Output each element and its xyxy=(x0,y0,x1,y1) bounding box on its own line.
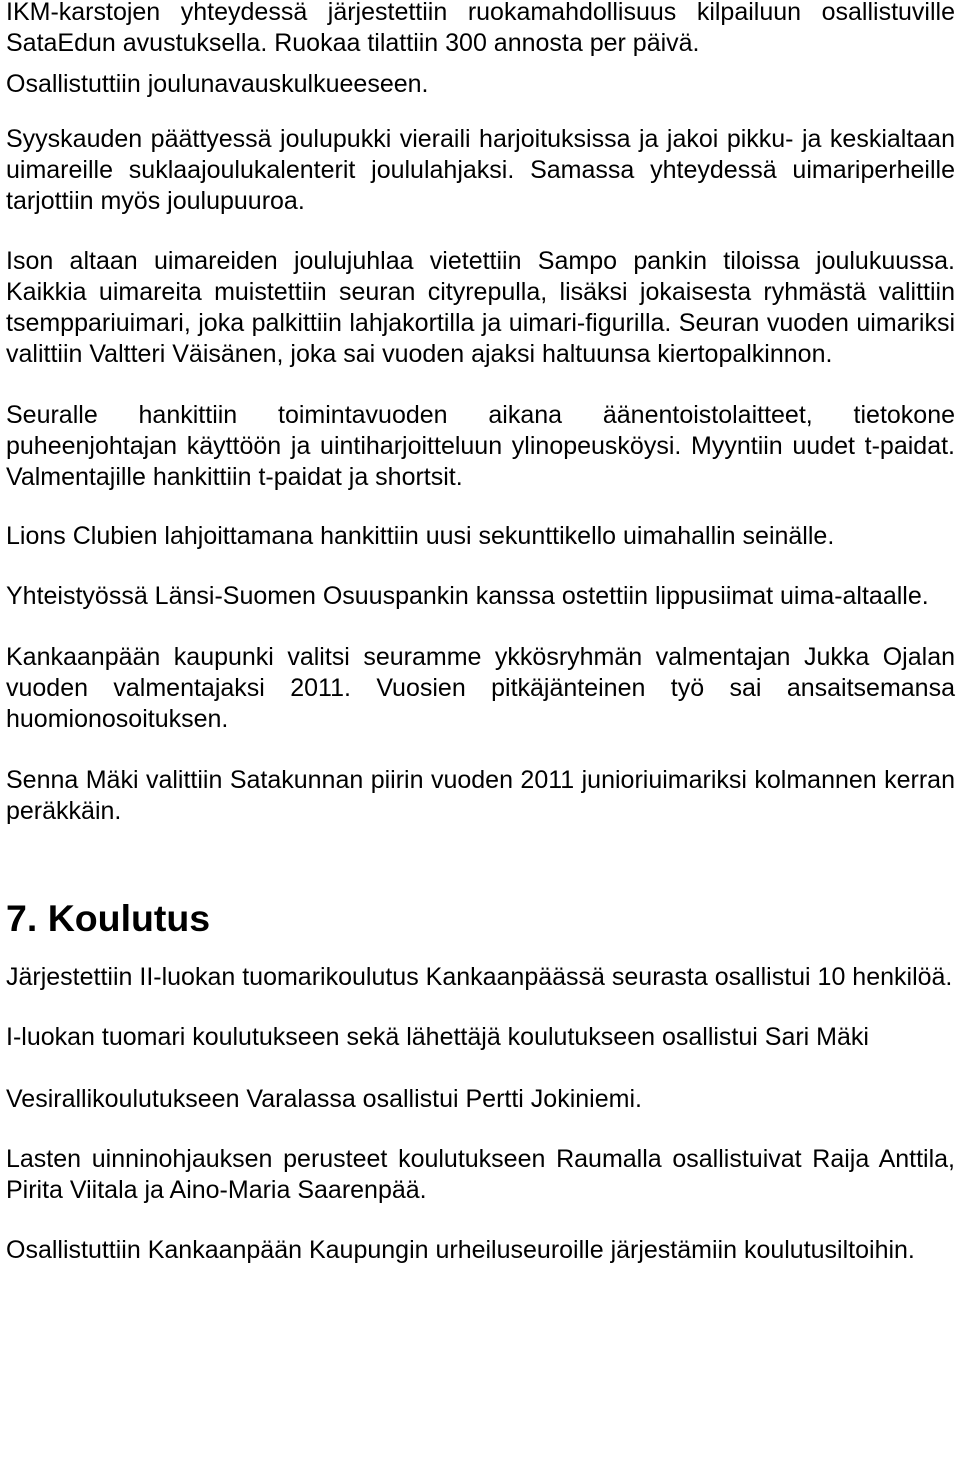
paragraph-equipment: Seuralle hankittiin toimintavuoden aikana äänentoistolaitteet, tietokone puheenjohtajan käyttöön ja uintiharjoitteluun ylinopeusköysi. Myyntiin uudet t-paidat. Valmentajille hankittiin t-paidat ja shortsit. xyxy=(6,401,955,491)
paragraph-referee-training: Järjestettiin II-luokan tuomarikoulutus Kankaanpäässä seurasta osallistui 10 henkilöä. xyxy=(6,963,953,991)
paragraph-water-rally: Vesirallikoulutukseen Varalassa osallistui Pertti Jokiniemi. xyxy=(6,1085,642,1113)
paragraph-santa-visit: Syyskauden päättyessä joulupukki vieraili harjoituksissa ja jakoi pikku- ja keskialtaan uimareille suklaajoulukalenterit joululahjaksi. Samassa yhteydessä uimariperheille tarjottiin myös joulupuuroa. xyxy=(6,125,955,215)
paragraph-junior-swimmer: Senna Mäki valittiin Satakunnan piirin vuoden 2011 junioriuimariksi kolmannen kerran peräkkäin. xyxy=(6,766,955,825)
paragraph-christmas-party: Ison altaan uimareiden joulujuhlaa vietettiin Sampo pankin tiloissa joulukuussa. Kaikkia uimareita muistettiin seuran cityrepulla, lisäksi jokaisesta ryhmästä valittiin tsemppariuimari, joka palkittiin lahjakortilla ja uimari-figurilla. Seuran vuoden uimariksi valittiin Valtteri Väisänen, joka sai vuoden ajaksi haltuunsa kiertopalkinnon. xyxy=(6,247,955,368)
paragraph-christmas-parade: Osallistuttiin joulunavauskulkueeseen. xyxy=(6,70,429,98)
paragraph-lions-clock: Lions Clubien lahjoittamana hankittiin uusi sekunttikello uimahallin seinälle. xyxy=(6,522,835,550)
paragraph-training-evenings: Osallistuttiin Kankaanpään Kaupungin urheiluseuroille järjestämiin koulutusiltoihin. xyxy=(6,1236,915,1264)
paragraph-ikm-food: IKM-karstojen yhteydessä järjestettiin ruokamahdollisuus kilpailuun osallistuville SataEdun avustuksella. Ruokaa tilattiin 300 annosta per päivä. xyxy=(6,0,955,57)
document-page xyxy=(6,0,955,1266)
section-heading-koulutus: 7. Koulutus xyxy=(6,897,211,939)
paragraph-swim-instruction: Lasten uinninohjauksen perusteet koulutukseen Raumalla osallistuivat Raija Anttila, Pirita Viitala ja Aino-Maria Saarenpää. xyxy=(6,1145,955,1204)
paragraph-lane-flags: Yhteistyössä Länsi-Suomen Osuuspankin kanssa ostettiin lippusiimat uima-altaalle. xyxy=(6,582,929,610)
paragraph-coach-award: Kankaanpään kaupunki valitsi seuramme ykkösryhmän valmentajan Jukka Ojalan vuoden valmentajaksi 2011. Vuosien pitkäjänteinen työ sai ansaitsemansa huomionosoituksen. xyxy=(6,643,955,733)
paragraph-starter-training: I-luokan tuomari koulutukseen sekä lähettäjä koulutukseen osallistui Sari Mäki xyxy=(6,1023,869,1051)
